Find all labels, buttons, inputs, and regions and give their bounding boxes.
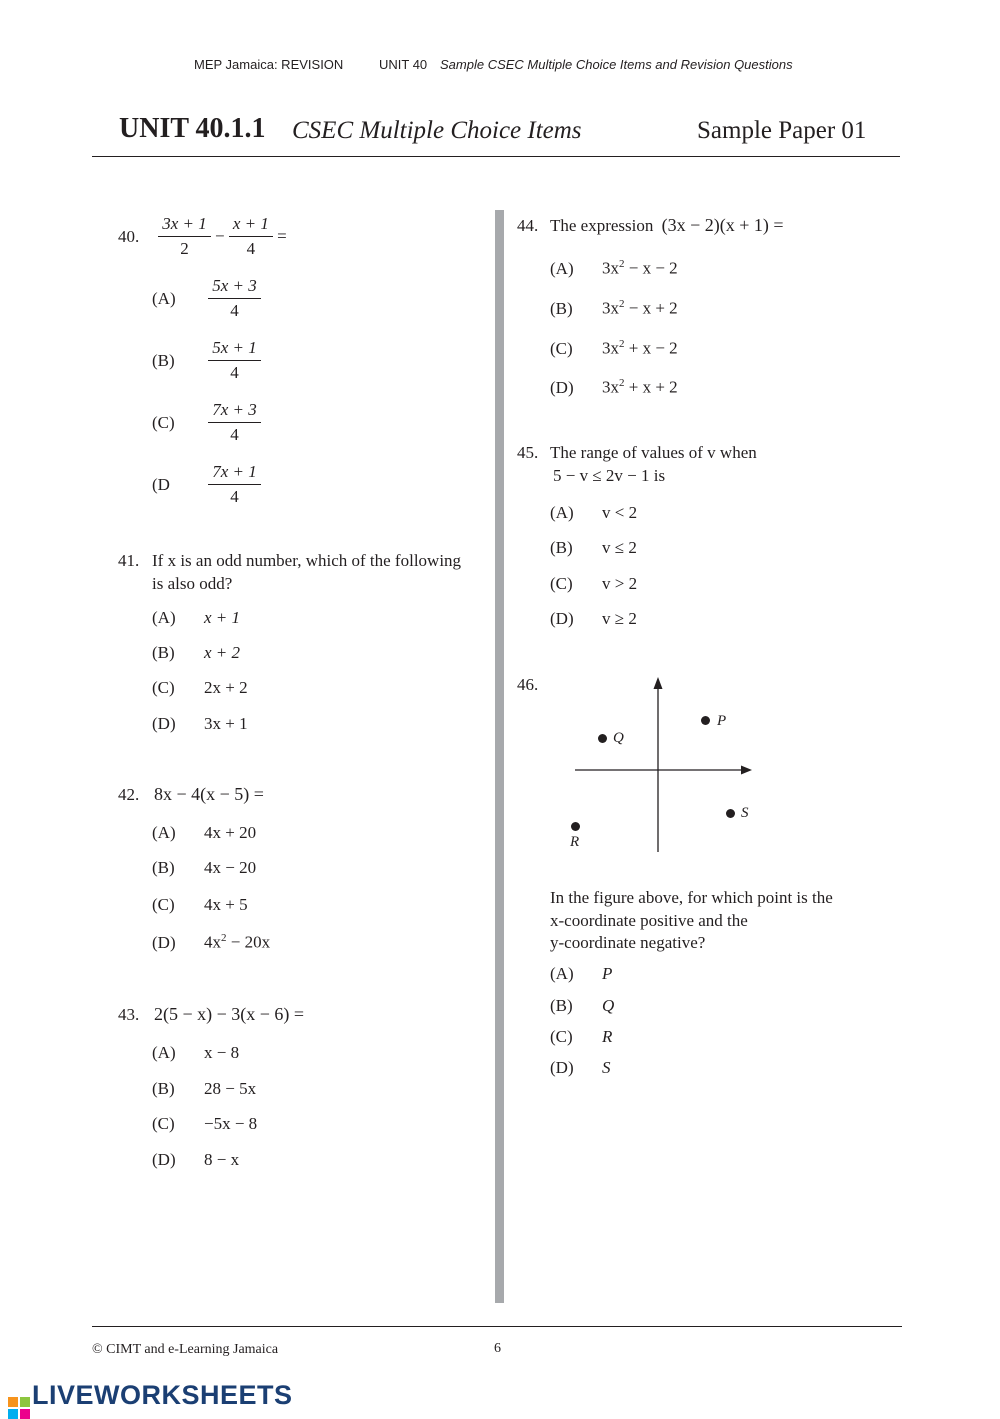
question-46-line3: y-coordinate negative?: [550, 933, 706, 952]
option-label: (C): [152, 412, 175, 432]
numerator: 7x + 1: [208, 462, 261, 485]
running-header-subtitle: Sample CSEC Multiple Choice Items and Revision Questions: [440, 57, 793, 72]
logo-square: [8, 1409, 18, 1419]
point-s: [726, 809, 735, 818]
question-text: The expression: [550, 216, 654, 235]
option-42d[interactable]: [152, 932, 270, 953]
question-number: 43.: [118, 1005, 140, 1024]
option-43b[interactable]: [152, 1079, 256, 1099]
option-label: (D: [152, 474, 170, 494]
page-subtitle: CSEC Multiple Choice Items: [292, 117, 582, 144]
option-40c[interactable]: [152, 400, 261, 445]
question-46-line1: In the figure above, for which point is the: [550, 888, 833, 907]
fraction: [208, 338, 261, 383]
option-44c[interactable]: [550, 338, 678, 359]
question-number: 42.: [118, 785, 140, 804]
option-value: Q: [602, 996, 615, 1015]
option-label: (C): [152, 1114, 175, 1133]
option-41c[interactable]: [152, 678, 248, 698]
option-label: (D): [152, 714, 176, 733]
fraction: [208, 276, 261, 321]
logo-square: [20, 1409, 30, 1419]
option-label: (C): [550, 1027, 573, 1046]
equals-sign: =: [277, 226, 287, 246]
exponent: 2: [221, 932, 227, 944]
fraction: [208, 400, 261, 445]
option-43a[interactable]: [152, 1043, 239, 1063]
running-header-unit: UNIT 40: [379, 57, 428, 72]
option-43d[interactable]: [152, 1150, 239, 1170]
fraction: [158, 214, 211, 259]
y-axis-arrow: [654, 677, 663, 689]
question-41-line2: is also odd?: [152, 574, 233, 593]
question-45: [517, 443, 757, 463]
option-value: R: [602, 1027, 613, 1046]
denominator: 4: [230, 301, 239, 320]
question-45-inequality: 5 − v ≤ 2v − 1 is: [553, 466, 666, 485]
option-value: 8 − x: [204, 1150, 240, 1169]
option-46b[interactable]: [550, 996, 614, 1016]
option-40d[interactable]: [152, 462, 261, 507]
option-44d[interactable]: [550, 377, 678, 398]
coordinate-axes-figure: [570, 672, 760, 857]
exponent: 2: [619, 258, 625, 270]
point-p-label: P: [717, 713, 727, 729]
option-value-rest: + x − 2: [624, 338, 678, 358]
question-46-number: 46.: [517, 675, 539, 694]
question-46-line2: x-coordinate positive and the: [550, 911, 748, 930]
option-label: (C): [152, 678, 175, 697]
option-label: (A): [152, 823, 176, 842]
option-label: (D): [550, 609, 574, 628]
option-45c[interactable]: [550, 574, 637, 594]
option-40a[interactable]: [152, 276, 261, 321]
option-value-rest: − x − 2: [624, 258, 678, 278]
page-number: 6: [494, 1341, 501, 1356]
liveworksheets-brand[interactable]: [8, 1380, 293, 1419]
option-value: v > 2: [602, 574, 638, 593]
question-expression: 2(5 − x) − 3(x − 6) =: [154, 1004, 305, 1024]
question-text: If x is an odd number, which of the following: [152, 551, 462, 570]
option-label: (B): [550, 298, 573, 318]
option-label: (D): [152, 932, 176, 952]
option-value: v < 2: [602, 503, 638, 522]
option-value: 3x + 1: [204, 714, 248, 733]
option-label: (B): [550, 538, 573, 557]
option-46d[interactable]: [550, 1058, 611, 1078]
point-q-label: Q: [613, 730, 624, 746]
question-number: 44.: [517, 216, 539, 235]
option-label: (C): [550, 574, 573, 593]
sample-paper-label: Sample Paper 01: [697, 117, 867, 144]
option-45d[interactable]: [550, 609, 637, 629]
option-label: (A): [152, 1043, 176, 1062]
denominator: 4: [230, 487, 239, 506]
denominator: 4: [230, 363, 239, 382]
numerator: x + 1: [229, 214, 273, 237]
option-label: (B): [152, 643, 175, 662]
liveworksheets-logo-icon: [8, 1397, 30, 1419]
option-value-rest: − 20x: [226, 932, 271, 952]
option-label: (D): [152, 1150, 176, 1169]
question-44: [517, 215, 784, 236]
exponent: 2: [619, 377, 625, 389]
option-value: v ≤ 2: [602, 538, 637, 557]
option-44a[interactable]: [550, 258, 678, 279]
logo-square: [8, 1397, 18, 1407]
brand-text: LIVEWORKSHEETS: [32, 1380, 293, 1410]
numerator: 5x + 3: [208, 276, 261, 299]
page-title: UNIT 40.1.1: [119, 113, 266, 144]
option-value: 3x: [602, 298, 619, 318]
option-label: (B): [550, 996, 573, 1015]
option-42c[interactable]: [152, 895, 248, 915]
option-value: 28 − 5x: [204, 1079, 257, 1098]
option-41d[interactable]: [152, 714, 248, 734]
logo-square: [20, 1397, 30, 1407]
option-label: (A): [152, 288, 176, 308]
numerator: 5x + 1: [208, 338, 261, 361]
footer-rule: [92, 1326, 902, 1327]
option-value: x − 8: [204, 1043, 240, 1062]
option-value: 2x + 2: [204, 678, 248, 697]
point-s-label: S: [741, 805, 749, 821]
option-label: (A): [550, 258, 574, 278]
point-q: [598, 734, 607, 743]
question-number: 41.: [118, 551, 140, 570]
denominator: 4: [246, 239, 256, 258]
option-label: (C): [152, 895, 175, 914]
question-number: 45.: [517, 443, 539, 462]
footer-copyright: © CIMT and e-Learning Jamaica: [92, 1342, 279, 1357]
point-r: [571, 822, 580, 831]
option-label: (C): [550, 338, 573, 358]
option-42a[interactable]: [152, 823, 256, 843]
option-value-rest: − x + 2: [624, 298, 678, 318]
exponent: 2: [619, 298, 625, 310]
option-value: S: [602, 1058, 611, 1077]
option-label: (A): [152, 608, 176, 627]
fraction: [208, 462, 261, 507]
option-value: 4x: [204, 932, 221, 952]
option-46a[interactable]: [550, 964, 612, 984]
minus-sign: −: [215, 226, 225, 246]
question-40: [118, 214, 287, 259]
option-45a[interactable]: [550, 503, 637, 523]
option-label: (A): [550, 503, 574, 522]
option-41b[interactable]: [152, 643, 240, 663]
point-r-label: R: [570, 834, 580, 850]
denominator: 2: [180, 239, 189, 258]
option-label: (D): [550, 1058, 574, 1077]
numerator: 3x + 1: [158, 214, 211, 237]
option-value: P: [602, 964, 613, 983]
option-value: 3x: [602, 258, 619, 278]
option-value: −5x − 8: [204, 1114, 258, 1133]
title-rule: [92, 156, 900, 157]
option-value-rest: + x + 2: [624, 377, 678, 397]
option-value: 4x + 20: [204, 823, 257, 842]
option-44b[interactable]: [550, 298, 678, 319]
question-41: [118, 551, 461, 571]
option-value: 3x: [602, 338, 619, 358]
question-number: 40.: [118, 226, 140, 246]
option-43c[interactable]: [152, 1114, 257, 1134]
option-41a[interactable]: [152, 608, 240, 628]
point-p: [701, 716, 710, 725]
option-value: x + 1: [204, 608, 241, 627]
question-expression: 8x − 4(x − 5) =: [154, 784, 264, 804]
option-label: (B): [152, 1079, 175, 1098]
option-value: 3x: [602, 377, 619, 397]
column-divider: [495, 210, 504, 1303]
option-value: v ≥ 2: [602, 609, 637, 628]
option-42b[interactable]: [152, 858, 256, 878]
option-value: x + 2: [204, 643, 241, 662]
question-text: The range of values of v when: [550, 443, 757, 462]
option-46c[interactable]: [550, 1027, 612, 1047]
question-expression: (3x − 2)(x + 1) =: [661, 215, 784, 235]
numerator: 7x + 3: [208, 400, 261, 423]
option-45b[interactable]: [550, 538, 637, 558]
question-42: [118, 784, 264, 805]
option-label: (B): [152, 350, 175, 370]
fraction: [229, 214, 273, 259]
option-value: 4x + 5: [204, 895, 248, 914]
question-43: [118, 1004, 304, 1025]
option-value: 4x − 20: [204, 858, 257, 877]
option-label: (B): [152, 858, 175, 877]
x-axis-arrow: [741, 766, 752, 775]
option-label: (A): [550, 964, 574, 983]
exponent: 2: [619, 338, 625, 350]
option-label: (D): [550, 377, 574, 397]
option-40b[interactable]: [152, 338, 261, 383]
denominator: 4: [230, 425, 239, 444]
running-header-left: MEP Jamaica: REVISION: [194, 57, 344, 72]
